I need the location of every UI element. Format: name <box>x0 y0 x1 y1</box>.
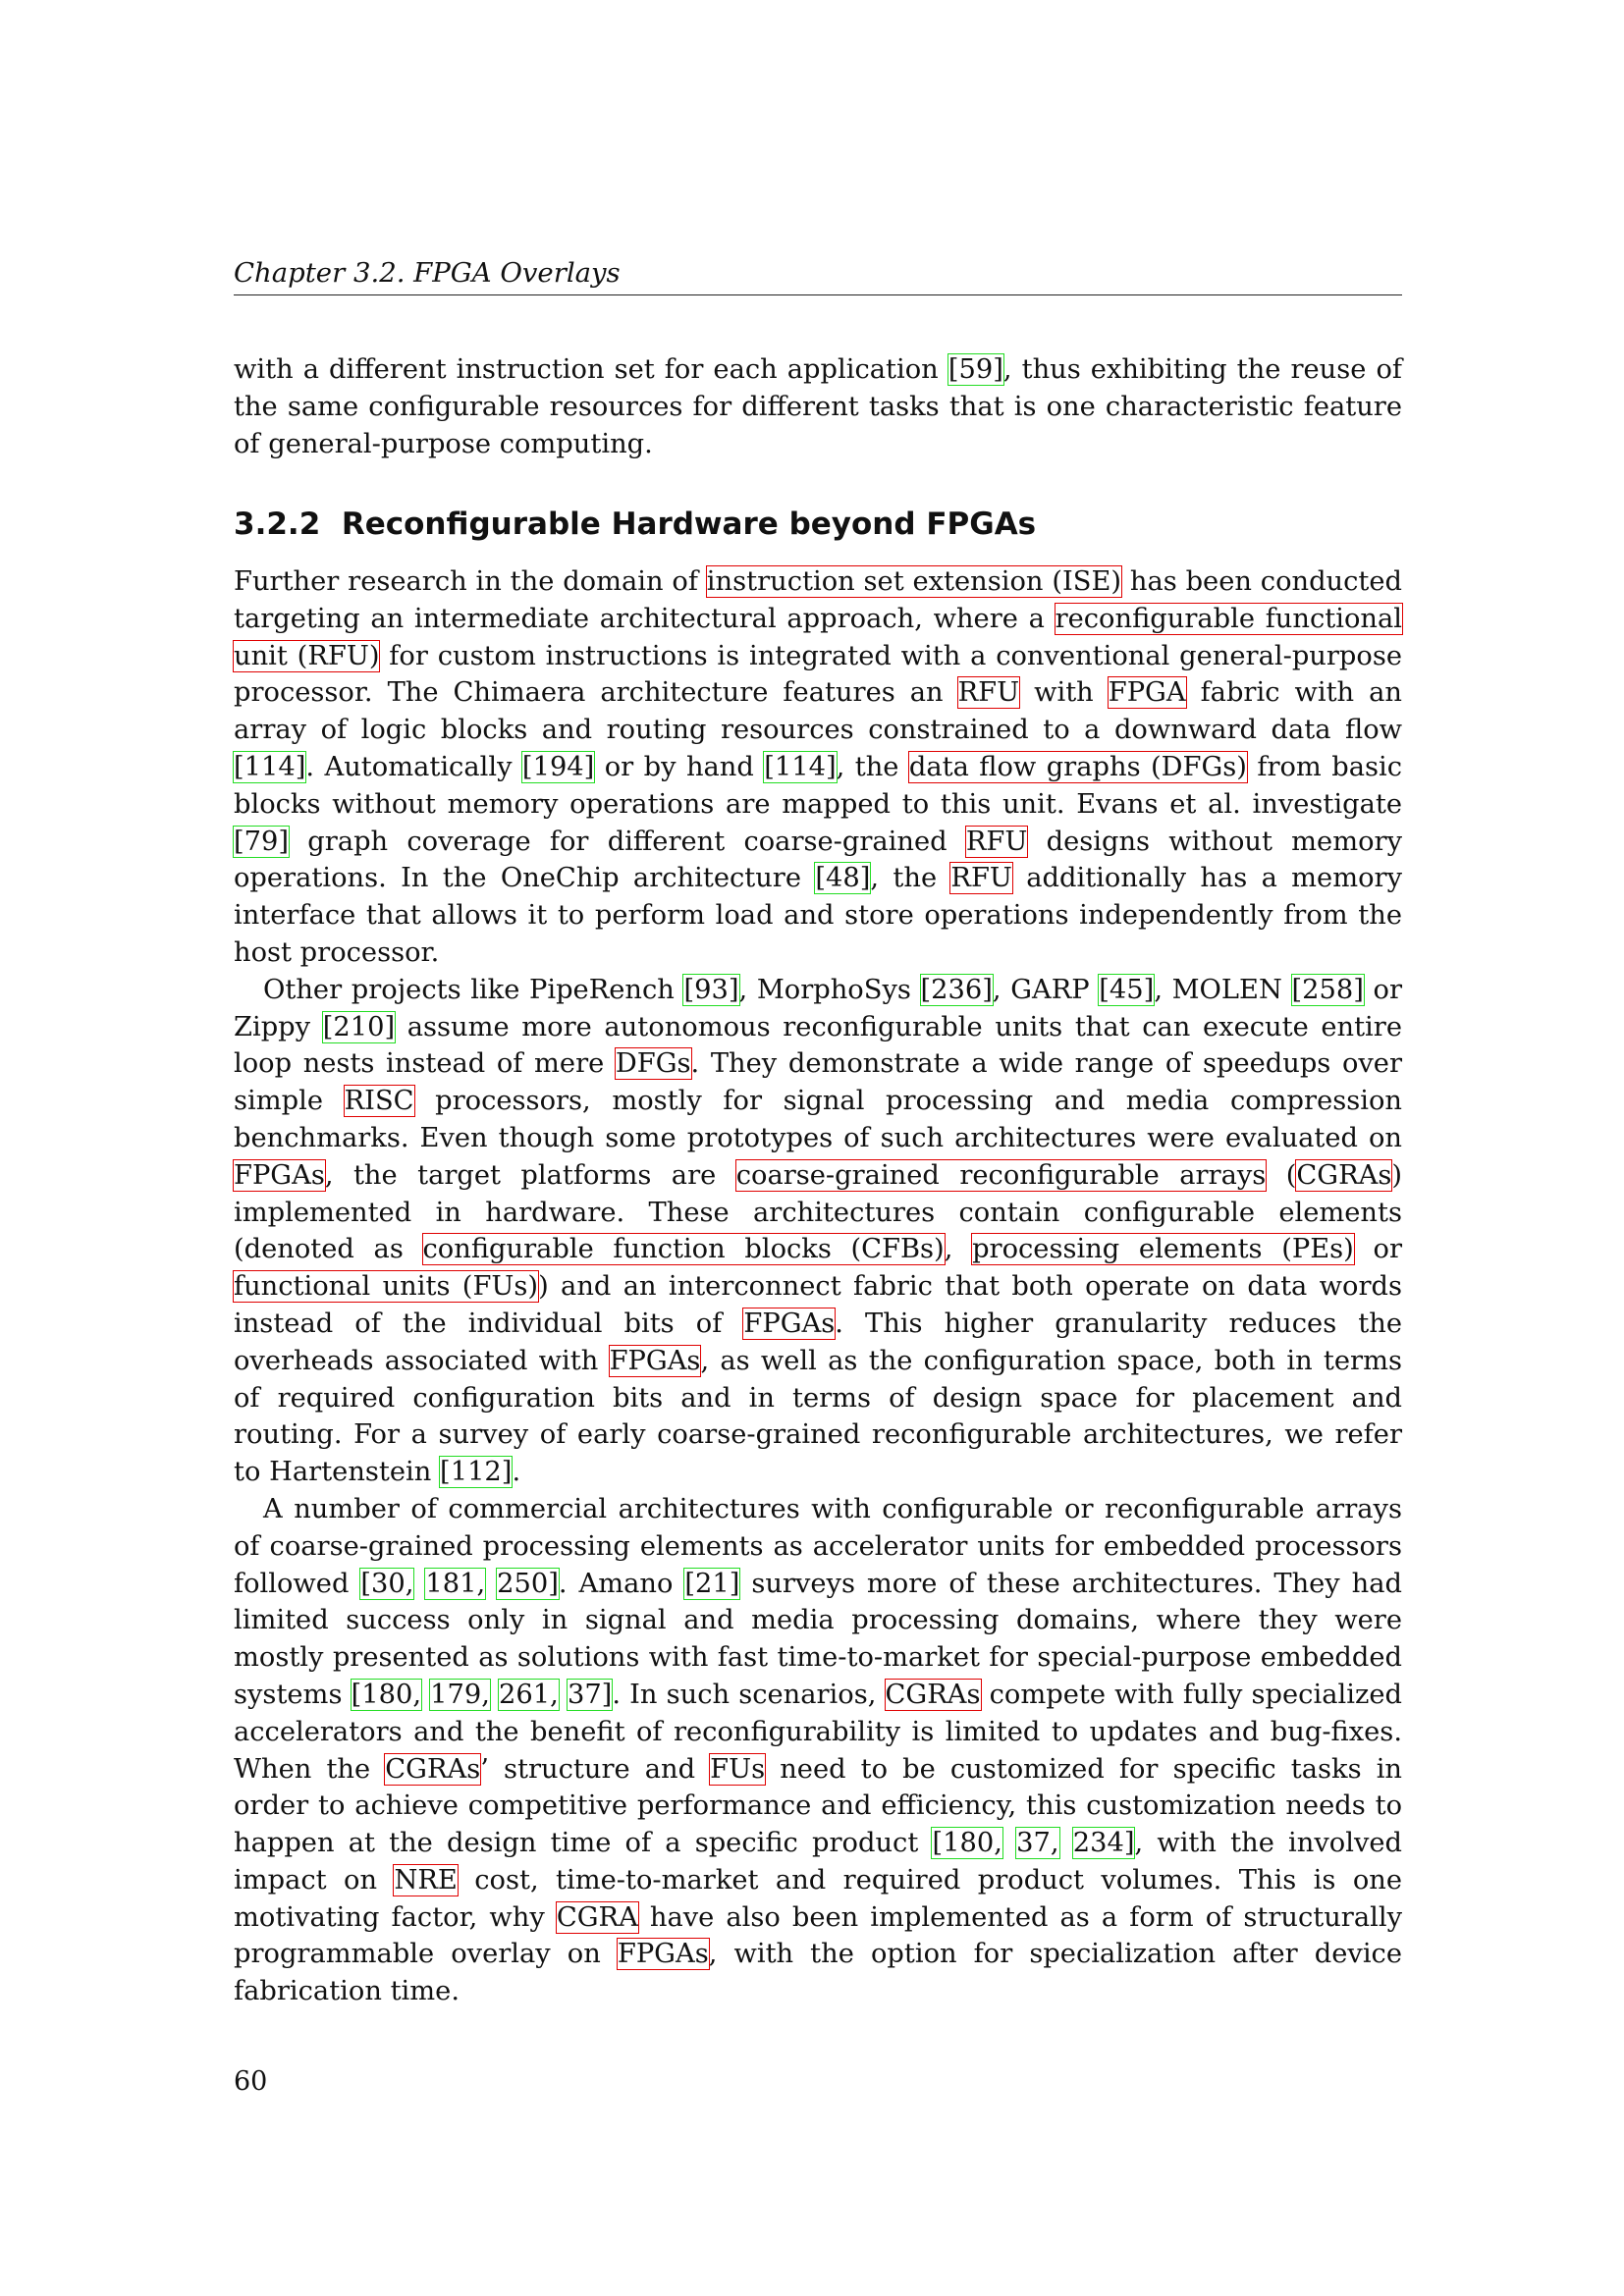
text-run: or by hand <box>594 751 765 782</box>
section-number: 3.2.2 <box>234 507 321 542</box>
citation-link[interactable]: [79] <box>234 826 290 857</box>
text-run: , with the involved impact on <box>234 1828 1402 1896</box>
acronym-link[interactable]: processing elements (PEs) <box>972 1234 1354 1265</box>
citation-link[interactable]: [21] <box>684 1568 740 1599</box>
text-run: additionally has a memory interface that allows it to perform load and store operations independently from the host processor. <box>234 863 1402 968</box>
paragraph-1 <box>234 563 1402 972</box>
acronym-link[interactable]: data flow graphs (DFGs) <box>908 751 1247 782</box>
citation-link[interactable]: [114] <box>234 751 306 782</box>
text-run: , MOLEN <box>1154 974 1292 1005</box>
text-run: . This higher granularity reduces the overheads associated with <box>234 1308 1402 1376</box>
citation-link[interactable]: [112] <box>440 1457 513 1488</box>
text-run: , thus exhibiting the reuse of the same configurable resources for different tasks that is one characteristic feature of general-purpose computing. <box>234 354 1402 459</box>
acronym-link[interactable]: functional units (FUs) <box>234 1271 539 1303</box>
section-heading <box>234 505 1402 544</box>
citation-link[interactable]: [194] <box>521 751 595 782</box>
acronym-link[interactable]: instruction set extension (ISE) <box>706 566 1122 597</box>
running-head-text: Chapter 3.2. FPGA Overlays <box>234 257 621 289</box>
citation-link[interactable]: [236] <box>920 974 993 1005</box>
text-run: need to be customized for specific tasks in order to achieve competitive performance and efficiency, this customization needs to happen at the design time of a specific product <box>234 1753 1403 1859</box>
acronym-link[interactable]: coarse-grained reconfigurable arrays <box>735 1159 1267 1191</box>
text-run: . <box>512 1457 521 1488</box>
document-page <box>234 0 1402 2296</box>
acronym-link[interactable]: NRE <box>394 1864 458 1896</box>
text-run: ( <box>1266 1159 1297 1191</box>
text-run: , the <box>836 751 909 782</box>
running-head <box>234 253 1402 295</box>
text-run: . Automatically <box>305 751 522 782</box>
text-run: fabric with an array of logic blocks and routing resources constrained to a downward data flow <box>234 677 1402 746</box>
intro-block <box>234 351 1402 462</box>
text-run: graph coverage for different coarse-grained <box>289 826 966 857</box>
citation-link[interactable]: [210] <box>322 1011 396 1042</box>
text-run: or Zippy <box>234 974 1403 1042</box>
citation-link[interactable]: [180, <box>351 1679 422 1710</box>
acronym-link[interactable]: configurable function blocks (CFBs) <box>422 1234 945 1265</box>
text-run: , the target platforms are <box>324 1159 736 1191</box>
citation-link[interactable]: 37, <box>1016 1828 1059 1859</box>
section-body <box>234 563 1402 2010</box>
citation-link[interactable]: 181, <box>425 1568 486 1599</box>
acronym-link[interactable]: RISC <box>344 1086 414 1117</box>
text-run: with <box>1019 677 1109 709</box>
intro-paragraph <box>234 351 1402 462</box>
text-run: compete with fully specialized accelerators and the benefit of reconfigurability is limited to updates and bug-fixes. When the <box>234 1679 1402 1785</box>
text-run: , with the option for specialization after device fabrication time. <box>234 1939 1402 2007</box>
paragraph-2 <box>234 972 1402 1491</box>
text-run: ) implemented in hardware. These architectures contain configurable elements (denoted as <box>234 1159 1403 1265</box>
text-run: or <box>1353 1234 1402 1265</box>
text-run: , GARP <box>992 974 1100 1005</box>
citation-link[interactable]: [59] <box>947 354 1003 385</box>
citation-link[interactable]: 234] <box>1072 1828 1135 1859</box>
acronym-link[interactable]: FPGAs <box>609 1345 701 1376</box>
text-run: . In such scenarios, <box>612 1679 886 1710</box>
text-run: has been conducted targeting an intermediate architectural approach, where a <box>234 566 1403 634</box>
text-run: . They demonstrate a wide range of speedups over simple <box>234 1048 1402 1117</box>
text-run: from basic blocks without memory operations are mapped to this unit. Evans et al. investigate <box>234 751 1403 820</box>
text-run: . Amano <box>558 1568 685 1599</box>
page-number: 60 <box>234 2066 268 2097</box>
acronym-link[interactable]: CGRAs <box>385 1753 481 1785</box>
acronym-link[interactable]: RFU <box>950 863 1012 894</box>
text-run: Other projects like PipeRench <box>263 974 684 1005</box>
acronym-link[interactable]: CGRA <box>556 1901 638 1933</box>
text-run: ’ structure and <box>480 1753 711 1785</box>
acronym-link[interactable]: FUs <box>710 1753 766 1785</box>
acronym-link[interactable]: DFGs <box>615 1048 691 1080</box>
citation-link[interactable]: [258] <box>1291 974 1364 1005</box>
text-run: assume more autonomous reconfigurable units that can execute entire loop nests instead of mere <box>234 1011 1402 1080</box>
text-run: surveys more of these architectures. They had limited success only in signal and media processing domains, where they were mostly presented as solutions with fast time-to-market for special-purpose embedded systems <box>234 1568 1402 1710</box>
text-run: with a different instruction set for each application <box>234 354 948 385</box>
citation-link[interactable]: [48] <box>815 863 871 894</box>
citation-link[interactable]: 261, <box>499 1679 559 1710</box>
text-run: have also been implemented as a form of structurally programmable overlay on <box>234 1901 1402 1970</box>
text-run: designs without memory operations. In the OneChip architecture <box>234 826 1402 894</box>
citation-link[interactable]: [30, <box>360 1568 414 1599</box>
acronym-link[interactable]: CGRAs <box>1296 1159 1392 1191</box>
text-run: cost, time-to-market and required product volumes. This is one motivating factor, why <box>234 1864 1402 1933</box>
acronym-link[interactable]: FPGAs <box>743 1308 836 1339</box>
text-run: processors, mostly for signal processing and media compression benchmarks. Even though some prototypes of such architectures were evaluated on <box>234 1086 1402 1153</box>
citation-link[interactable]: [45] <box>1099 974 1155 1005</box>
text-run: , as well as the configuration space, both in terms of required configuration bits and in terms of design space for placement and routing. For a survey of early coarse-grained reconfigurable architectures, we refer to Hartenstein <box>234 1345 1403 1488</box>
acronym-link[interactable]: FPGAs <box>234 1159 325 1191</box>
citation-link[interactable]: [114] <box>764 751 837 782</box>
text-run: , <box>944 1234 973 1265</box>
citation-link[interactable]: 179, <box>430 1679 490 1710</box>
acronym-link[interactable]: RFU <box>957 677 1020 709</box>
text-run: , MorphoSys <box>738 974 921 1005</box>
acronym-link[interactable]: reconfigurable functional unit (RFU) <box>234 603 1402 671</box>
acronym-link[interactable]: RFU <box>965 826 1028 857</box>
section-heading-block <box>234 505 1402 544</box>
paragraph-3 <box>234 1491 1402 2010</box>
acronym-link[interactable]: FPGAs <box>617 1939 709 1970</box>
text-run: ) and an interconnect fabric that both operate on data words instead of the individual bits of <box>234 1271 1402 1339</box>
acronym-link[interactable]: FPGA <box>1108 677 1186 709</box>
text-run: for custom instructions is integrated with a conventional general-purpose processor. The Chimaera architecture features an <box>234 640 1402 709</box>
citation-link[interactable]: [93] <box>683 974 739 1005</box>
citation-link[interactable]: 37] <box>567 1679 613 1710</box>
text-run: , the <box>870 863 951 894</box>
citation-link[interactable]: 250] <box>497 1568 559 1599</box>
text-run: Further research in the domain of <box>234 566 707 597</box>
section-title: Reconfigurable Hardware beyond FPGAs <box>341 507 1037 542</box>
acronym-link[interactable]: CGRAs <box>885 1679 981 1710</box>
citation-link[interactable]: [180, <box>932 1828 1002 1859</box>
text-run: A number of commercial architectures with configurable or reconfigurable arrays of coarse-grained processing elements as accelerator units for embedded processors followed <box>234 1493 1402 1599</box>
